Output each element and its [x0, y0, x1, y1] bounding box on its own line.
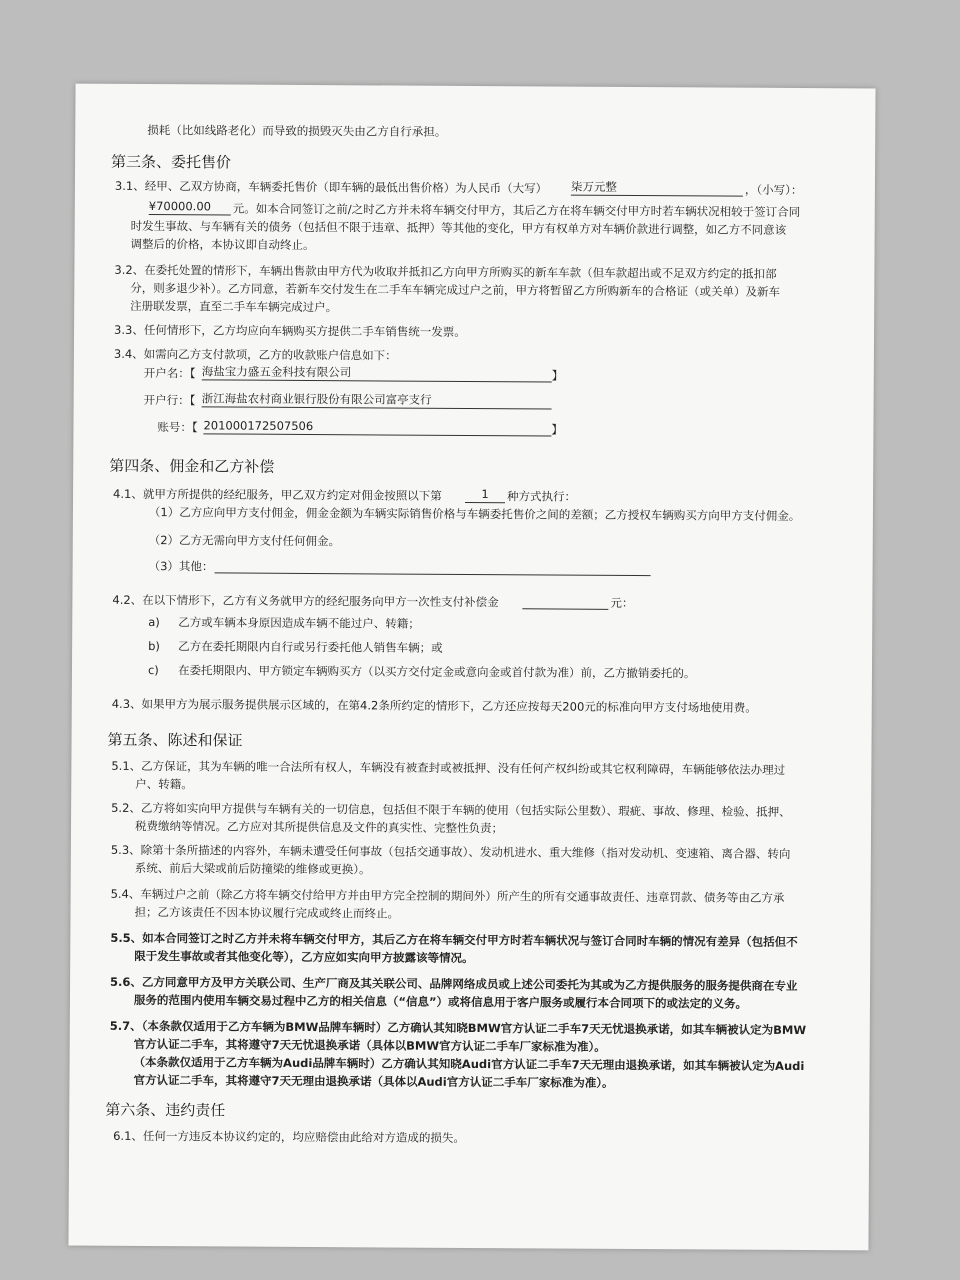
text-line: 税费缴纳等情况。乙方应对其所提供信息及文件的真实性、完整性负责； [134, 818, 504, 836]
clause-5-4: 5.4、车辆过户之前（除乙方将车辆交付给甲方并由甲方完全控制的期间外）所产生的所有交通事故责任、违章罚款、债务等由乙方承 [110, 886, 785, 905]
text-line: （本条款仅适用于乙方车辆为Audi品牌车辆时）乙方确认其知晓Audi官方认证二手车7天无理由退换承诺，如其车辆被认定为Audi [133, 1054, 805, 1074]
item-c-key: c) [147, 663, 159, 678]
text-line: 官方认证二手车，其将遵守7天无忧退换承诺（具体以BMW官方认证二手车厂家标准为准）。 [133, 1036, 606, 1054]
section-heading-5: 第五条、陈述和保证 [107, 730, 243, 750]
text-line: 限于发生事故或者其他变化等），乙方应如实向甲方披露该等情况。 [134, 948, 474, 966]
option-1: （1）乙方应向甲方支付佣金，佣金金额为车辆实际销售价格与车辆委托售价之间的差额；乙方授权车辆购买方向甲方支付佣金。 [148, 505, 801, 524]
text-line: ，（小写）： [744, 182, 803, 198]
account-name-field: 海盐宝力盛五金科技有限公司 [202, 364, 552, 382]
option-3: （3）其他： [148, 559, 214, 574]
bank-label: 开户行：【 [143, 392, 196, 408]
item-c: 在委托期限内、甲方锁定车辆购买方（以买方交付定金或意向金或首付款为准）前，乙方撤销委托的。 [177, 663, 696, 681]
section-heading-6: 第六条、违约责任 [105, 1100, 226, 1120]
clause-5-7: 5.7、（本条款仅适用于乙方车辆为BMW品牌车辆时）乙方确认其知晓BMW官方认证二手车7天无忧退换承诺，如其车辆被认定为BMW [109, 1018, 807, 1038]
text-line: 调整后的价格，本协议即自动终止。 [130, 236, 315, 253]
text-line: 时发生事故、与车辆有关的债务（包括但不限于违章、抵押）等其他的变化，甲方有权单方对车辆价款进行调整，如乙方不同意该 [130, 218, 787, 237]
option-2: （2）乙方无需向甲方支付任何佣金。 [148, 533, 341, 549]
item-b-key: b) [148, 639, 160, 654]
text-line: 服务的范围内使用车辆交易过程中乙方的相关信息（“信息”）或将信息用于客户服务或履行本合同项下的或法定的义务。 [133, 992, 748, 1011]
clause-5-6: 5.6、乙方同意甲方及甲方关联公司、生产厂商及其关联公司、品牌网络成员或上述公司委托为其或为乙方提供服务的服务提供商在专业 [110, 974, 798, 993]
clause-6-1: 6.1、任何一方违反本协议约定的，均应赔偿由此给对方造成的损失。 [113, 1128, 465, 1145]
compensation-blank [522, 608, 608, 610]
section-heading-4: 第四条、佣金和乙方补偿 [109, 456, 275, 476]
clause-3-4: 3.4、如需向乙方支付款项，乙方的收款账户信息如下： [113, 346, 397, 363]
text-line: 分，则多退少补）。乙方同意，若新车交付发生在二手车车辆完成过户之前，甲方将暂留乙方所购新车的合格证（或关单）及新车 [130, 280, 781, 299]
account-number-label: 账号：【 [157, 420, 198, 435]
bracket: 】 [551, 368, 564, 383]
clause-4-1: 4.1、就甲方所提供的经纪服务，甲乙双方约定对佣金按照以下第 [113, 486, 442, 503]
price-number-field: ¥70000.00 [149, 199, 231, 216]
other-blank [215, 572, 651, 576]
text-line: 户、转籍。 [135, 776, 193, 792]
text-line: 注册联发票，直至二手车车辆完成过户。 [130, 298, 338, 315]
section-heading-3: 第三条、委托售价 [111, 152, 232, 172]
clause-5-2: 5.2、乙方将如实向甲方提供与车辆有关的一切信息，包括但不限于车辆的使用（包括实际公里数）、瑕疵、事故、修理、检验、抵押、 [111, 800, 791, 819]
item-b: 乙方在委托期限内自行或另行委托他人销售车辆；或 [178, 639, 443, 655]
clause-4-2: 4.2、在以下情形下，乙方有义务就甲方的经纪服务向甲方一次性支付补偿金 [112, 592, 499, 610]
clause-4-3: 4.3、如果甲方为展示服务提供展示区域的，在第4.2条所约定的情形下，乙方还应按每天200元的标准向甲方支付场地使用费。 [111, 696, 757, 715]
clause-3-3: 3.3、任何情形下，乙方均应向车辆购买方提供二手车销售统一发票。 [114, 322, 466, 339]
text-line: 担；乙方该责任不因本协议履行完成或终止而终止。 [134, 904, 400, 921]
text-line: 系统、前后大梁或前后防撞梁的维修或更换）。 [134, 860, 371, 877]
text-line: 官方认证二手车，其将遵守7天无理由退换承诺（具体以Audi官方认证二手车厂家标准为准）。 [133, 1072, 614, 1090]
bank-field: 浙江海盐农村商业银行股份有限公司富亭支行 [202, 391, 552, 409]
text-line: 元： [610, 595, 634, 610]
commission-option-field: 1 [465, 487, 505, 503]
account-number-field: 201000172507506 [203, 418, 551, 436]
item-a: 乙方或车辆本身原因造成车辆不能过户、转籍； [178, 615, 420, 631]
clause-5-1: 5.1、乙方保证，其为车辆的唯一合法所有权人，车辆没有被查封或被抵押、没有任何产权纠纷或其它权利障碍，车辆能够依法办理过 [111, 758, 786, 777]
text-line: 元。如本合同签订之前/之时乙方并未将车辆交付甲方，其后乙方在将车辆交付甲方时若车辆状况相较于签订合同 [232, 201, 801, 219]
item-a-key: a) [148, 615, 160, 630]
clause-3-1: 3.1、经甲、乙双方协商，车辆委托售价（即车辆的最低出售价格）为人民币（大写） [114, 178, 548, 196]
contract-page [68, 84, 875, 1251]
clause-3-2: 3.2、在委托处置的情形下，车辆出售款由甲方代为收取并抵扣乙方向甲方所购买的新车车款（但车款超出或不足双方约定的抵扣部 [114, 262, 777, 281]
bracket: 】 [551, 422, 563, 437]
clause-5-5: 5.5、如本合同签订之时乙方并未将车辆交付甲方，其后乙方在将车辆交付甲方时若车辆状况与签订合同时车辆的情况有差异（包括但不 [110, 930, 798, 949]
account-name-label: 开户名：【 [143, 365, 196, 381]
price-words-field: 柒万元整 [571, 180, 743, 197]
text-line: 种方式执行： [507, 489, 577, 504]
clause-5-3: 5.3、除第十条所描述的内容外，车辆未遭受任何事故（包括交通事故）、发动机进水、重大维修（指对发动机、变速箱、离合器、转向 [110, 842, 791, 861]
text-line: 损耗（比如线路老化）而导致的损毁灭失由乙方自行承担。 [147, 123, 447, 139]
